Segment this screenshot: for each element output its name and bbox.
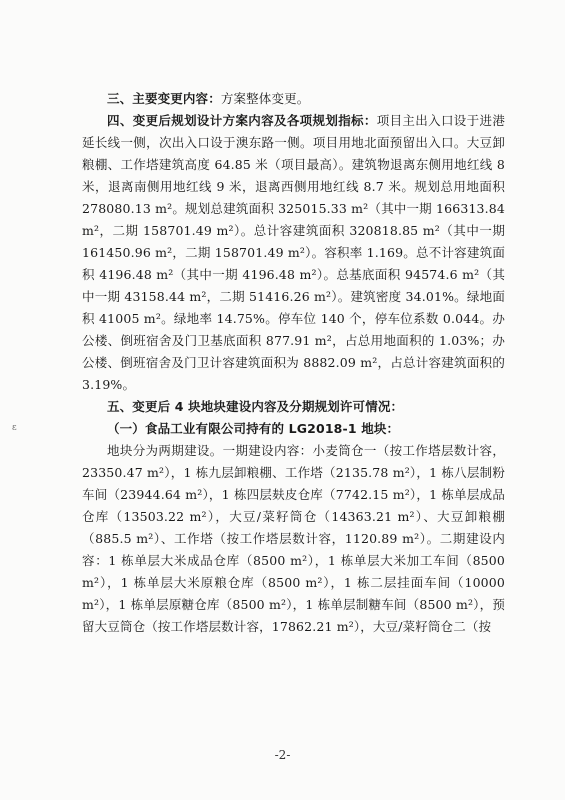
page-number: -2-: [274, 748, 291, 762]
document-body: [82, 88, 505, 638]
section-5-subsection-1: [82, 418, 505, 440]
section-4-text: 项目主出入口设于进港延长线一侧，次出入口设于澳东路一侧。项目用地北面预留出入口。大豆卸粮棚、工作塔建筑高度 64.85 米（项目最高）。建筑物退离东侧用地红线 8 米，退离南侧用地红线 9 米，退离西侧用地红线 8.7 米。规划总用地面积 278080.13 m²。规划总建筑面积 325015.33 m²（其中一期 166313.84 m²，二期 158701.49 m²）。总计容建筑面积 320818.85 m²（其中一期 161450.96 m²，二期 158701.49 m²）。容积率 1.169。总不计容建筑面积 4196.48 m²（其中一期 4196.48 m²）。总基底面积 94574.6 m²（其中一期 43158.44 m²，二期 51416.26 m²）。建筑密度 34.01%。绿地面积 41005 m²。绿地率 14.75%。停车位 140 个，停车位系数 0.044。办公楼、倒班宿舍及门卫基底面积 877.91 m²，占总用地面积的 1.03%；办公楼、倒班宿舍及门卫计容建筑面积为 8882.09 m²，占总计容建筑面积的 3.19%。: [82, 113, 505, 392]
section-5-sub-heading: （一）食品工业有限公司持有的 LG2018-1 地块：: [107, 421, 400, 436]
section-3-text: 方案整体变更。: [220, 91, 310, 106]
section-5-text: 地块分为两期建设。一期建设内容：小麦筒仓一（按工作塔层数计容，23350.47 m²），1 栋九层卸粮棚、工作塔（2135.78 m²），1 栋八层制粉车间（23944.64 m²），1 栋四层麸皮仓库（7742.15 m²），1 栋单层成品仓库（13503.22 m²），大豆/菜籽筒仓（14363.21 m²）、大豆卸粮棚（885.5 m²）、工作塔（按工作塔层数计容，1120.89 m²）。二期建设内容：1 栋单层大米成品仓库（8500 m²），1 栋单层大米加工车间（8500 m²），1 栋单层大米原粮仓库（8500 m²），1 栋二层挂面车间（10000 m²），1 栋单层原糖仓库（8500 m²），1 栋单层制糖车间（8500 m²），预留大豆筒仓（按工作塔层数计容，17862.21 m²），大豆/菜籽筒仓二（按: [82, 443, 505, 634]
section-4: [82, 110, 505, 396]
section-4-heading: 四、变更后规划设计方案内容及各项规划指标：: [107, 113, 377, 128]
section-5-heading: 五、变更后 4 块地块建设内容及分期规划许可情况：: [107, 399, 404, 414]
section-3: [82, 88, 505, 110]
section-3-heading: 三、主要变更内容：: [107, 91, 221, 106]
margin-mark: ɛ: [12, 423, 17, 433]
section-5: [82, 396, 505, 418]
section-5-text-paragraph: [82, 440, 505, 638]
